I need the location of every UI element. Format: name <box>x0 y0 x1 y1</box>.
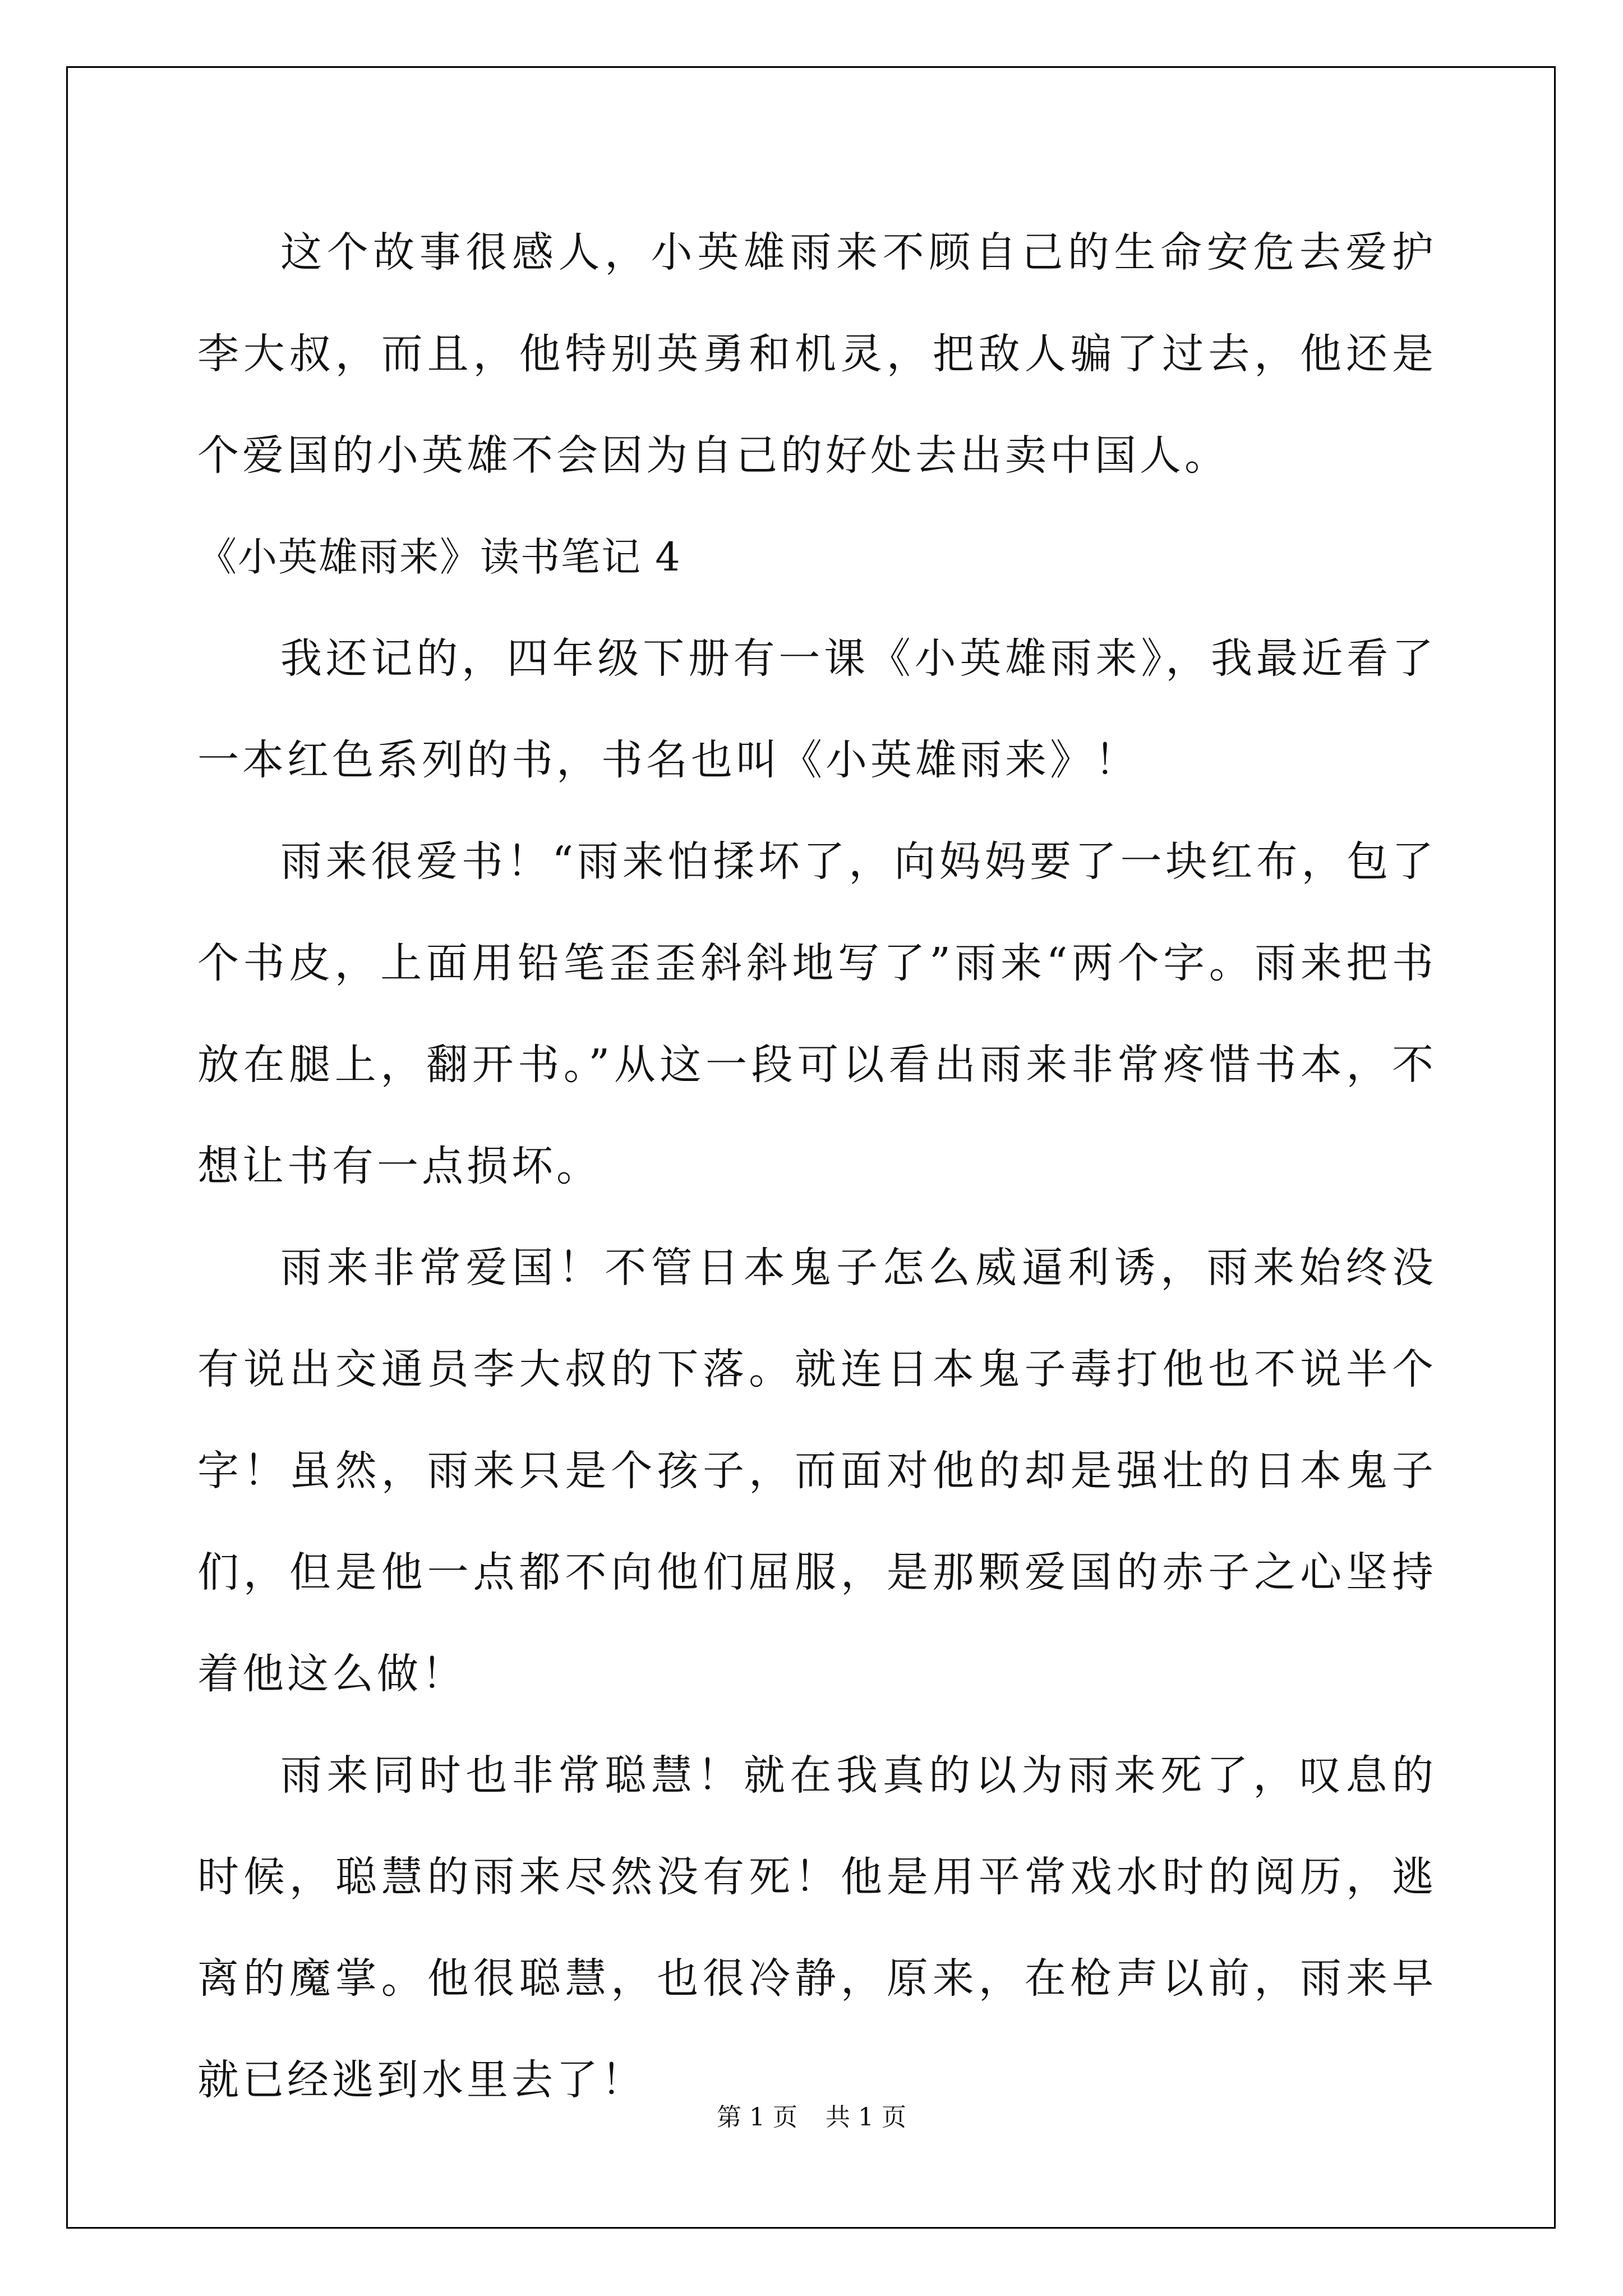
paragraph-2: 我还记的，四年级下册有一课《小英雄雨来》，我最近看了一本红色系列的书，书名也叫《小英雄雨来》！ <box>197 634 1437 784</box>
page-footer <box>0 2097 1623 2133</box>
paragraph-4: 雨来非常爱国！不管日本鬼子怎么威逼利诱，雨来始终没有说出交通员李大叔的下落。就连日本鬼子毒打他也不说半个字！虽然，雨来只是个孩子，而面对他的却是强壮的日本鬼子们，但是他一点都不向他们屈服，是那颗爱国的赤子之心坚持着他这么做！ <box>197 1244 1437 1698</box>
page-total: 共 1 页 <box>826 2103 906 2132</box>
paragraph-3: 雨来很爱书！“雨来怕揉坏了，向妈妈要了一块红布，包了个书皮，上面用铅笔歪歪斜斜地写了”雨来“两个字。雨来把书放在腿上，翻开书。”从这一段可以看出雨来非常疼惜书本，不想让书有一点损坏。 <box>197 838 1437 1190</box>
document-body <box>197 202 1437 2131</box>
paragraph-5: 雨来同时也非常聪慧！就在我真的以为雨来死了，叹息的时候，聪慧的雨来尽然没有死！他是用平常戏水时的阅历，逃离的魔掌。他很聪慧，也很冷静，原来，在枪声以前，雨来早就已经逃到水里去了！ <box>197 1751 1437 2104</box>
paragraph-1: 这个故事很感人，小英雄雨来不顾自己的生命安危去爱护李大叔，而且，他特别英勇和机灵，把敌人骗了过去，他还是个爱国的小英雄不会因为自己的好处去出卖中国人。 <box>197 228 1437 480</box>
section-heading: 《小英雄雨来》读书笔记 4 <box>197 534 681 580</box>
page-number: 第 1 页 <box>717 2103 797 2132</box>
